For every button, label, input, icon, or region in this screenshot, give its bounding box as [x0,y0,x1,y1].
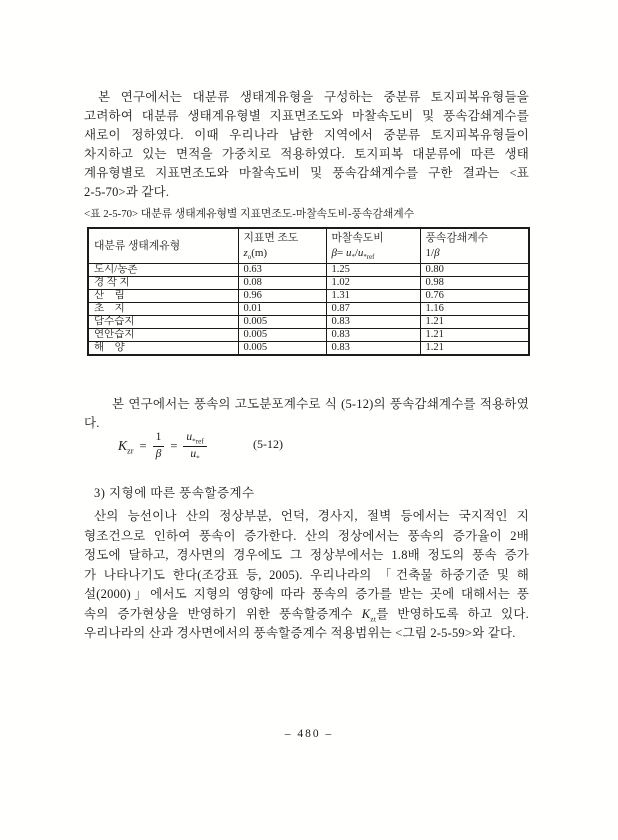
beta-cell: 1.31 [326,290,420,303]
col-header-label: 마찰속도비 [331,232,384,244]
beta-cell: 0.83 [326,342,420,356]
text-line: 속의 증가현상을 반영하기 위한 풍속할증계수 $K_{zt}$를 반영하도록 하고 있다. [84,606,529,623]
table-row [88,342,529,356]
u-ref-symbol: $u_{*ref}$ [183,431,206,446]
beta-cell: 0.87 [326,303,420,316]
roughness-table [87,227,530,356]
text-line: 우리나라의 산과 경사면에서의 풍속할증계수 적용범위는 <그림 2-5-59>와 같다. [84,626,516,640]
text-line: 형조건으로 인하여 풍속이 증가한다. 산의 정상에서는 풍속의 증가율이 2배 [84,528,529,543]
equation-number: (5-12) [253,437,283,451]
col-header-label: 대분류 생태계유형 [94,239,181,252]
ecosystem-cell: 담수습지 [88,316,238,329]
table-row [88,290,529,303]
k-zt-symbol: $K_{zt}$ [361,606,377,623]
col-header-symbol: $\beta= u_*/u_{*ref}$ [331,247,375,262]
table-body [88,264,529,356]
inv-beta-cell: 1.21 [420,329,529,342]
col-header-symbol: 1/β [425,247,440,259]
z0-cell: 0.01 [238,303,326,316]
ecosystem-cell: 경 작 지 [88,277,238,290]
beta-cell: 0.83 [326,329,420,342]
section-heading: 3) 지형에 따른 풍속할증계수 [94,486,255,500]
z0-cell: 0.96 [238,290,326,303]
text-line: 차지하고 있는 면적을 가중치로 적용하였다. 토지피복 대분류에 따른 생태 [84,147,529,161]
table-row [88,303,529,316]
inv-beta-cell: 0.76 [420,290,529,303]
table-row [88,264,529,277]
col-header-ecosystem-type [88,228,238,264]
u-star-symbol: $u_*$ [190,447,200,462]
beta-symbol: β [155,447,162,460]
ecosystem-cell: 연안습지 [88,329,238,342]
fraction-one-over-beta: $\frac{1}{\beta}$ [153,431,165,460]
z0-cell: 0.63 [238,264,326,277]
inv-beta-cell: 0.80 [420,264,529,277]
z0-cell: 0.005 [238,316,326,329]
z0-cell: 0.005 [238,329,326,342]
text-line: 설(2000)」에서도 지형의 영향에 따라 풍속의 증가를 받는 곳에 대해서는 풍 [84,587,529,601]
equation-body [118,422,207,470]
k-zr-symbol: $K_{zr}$ [118,438,134,456]
equals-sign: = [170,438,178,453]
terrain-paragraph [84,507,529,644]
beta-cell: 0.83 [326,316,420,329]
table-row [88,277,529,290]
text-line: 가 나타나기도 한다(조강표 등, 2005). 우리나라의 「건축물 하중기준 및 해 [84,567,529,582]
col-header-wind-decay-coefficient [420,228,529,264]
col-header-label: 풍속감쇄계수 [425,232,489,244]
col-header-surface-roughness [238,228,326,264]
equation-intro-paragraph: 본 연구에서는 풍속의 고도분포계수로 식 (5-12)의 풍속감쇄계수를 적용하였다. [84,397,529,430]
page-number: – 480 – [284,728,334,740]
text-line: 본 연구에서는 대분류 생태계유형을 구성하는 중분류 토지피복유형들을 [98,90,529,104]
z0-cell: 0.005 [238,342,326,356]
col-header-symbol: $z_o(m)$ [243,247,268,262]
text-line: 정도에 달하고, 경사면의 경우에도 그 정상부에서는 1.8배 정도의 풍속 증가 [84,548,529,562]
table-caption: <표 2-5-70> 대분류 생태계유형별 지표면조도-마찰속도비-풍속감쇄계수 [84,208,415,220]
col-header-label: 지표면 조도 [243,232,299,244]
ecosystem-cell: 해 양 [88,342,238,356]
equals-sign: = [139,438,147,453]
table-row [88,316,529,329]
text-line: 2-5-70>과 같다. [84,185,170,199]
inv-beta-cell: 1.16 [420,303,529,316]
table-header [88,228,529,264]
beta-cell: 1.25 [326,264,420,277]
ecosystem-cell: 초 지 [88,303,238,316]
equation-5-12 [84,422,529,470]
table-row [88,329,529,342]
table-header-row [88,228,529,264]
text-line: 계유형별로 지표면조도와 마찰속도비 및 풍속감쇄계수를 구한 결과는 <표 [84,166,529,180]
text-line: 산의 능선이나 산의 정상부분, 언덕, 경사지, 절벽 등에서는 국지적인 지 [94,509,529,523]
beta-cell: 1.02 [326,277,420,290]
col-header-friction-velocity-ratio [326,228,420,264]
fraction-uref-over-ustar [183,431,206,460]
text-line: 고려하여 대분류 생태계유형별 지표면조도와 마찰속도비 및 풍속감쇄계수를 [84,109,529,123]
inv-beta-cell: 1.21 [420,342,529,356]
intro-paragraph [84,88,529,202]
inv-beta-cell: 0.98 [420,277,529,290]
z0-cell: 0.08 [238,277,326,290]
text-line: 새로이 정하였다. 이때 우리나라 남한 지역에서 중분류 토지피복유형들이 [84,128,529,142]
ecosystem-cell: 도시/농촌 [88,264,238,277]
ecosystem-cell: 산 림 [88,290,238,303]
inv-beta-cell: 1.21 [420,316,529,329]
